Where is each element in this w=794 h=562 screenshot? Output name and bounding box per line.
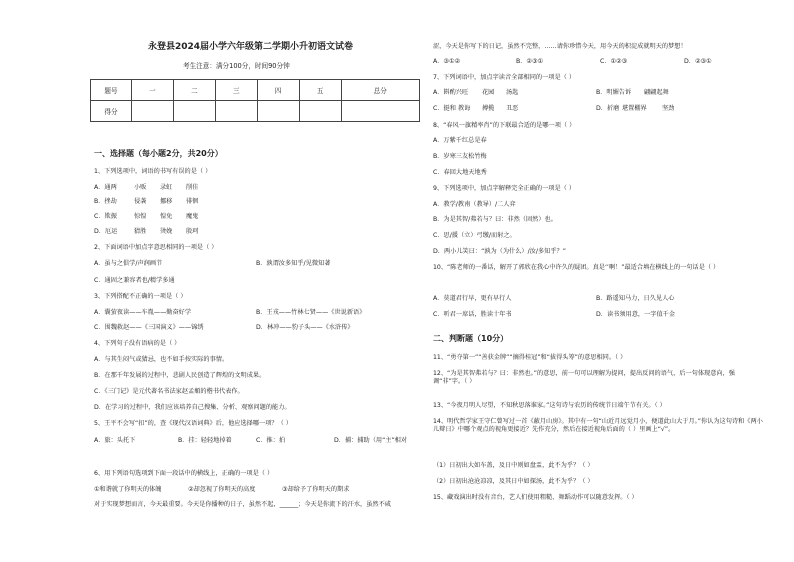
option-text: B．岁寒三友松竹梅	[433, 153, 487, 160]
question-line: 1、下列选项中，词语的书写有误的是（ ）	[94, 168, 212, 175]
question-line: 7、下列词语中，加点字读音全部相同的一项是（ ）	[433, 74, 576, 81]
score-table-header: 三	[215, 80, 257, 101]
option-text: B．挫劫	[94, 198, 117, 205]
option-text: ③却给予了你明天的期求	[282, 486, 350, 493]
question-line: 11、“勇夺第一”“善获金牌”“摘得桂冠”和“拔得头筹”的意思相同。（ ）	[433, 354, 627, 361]
option-text: B．挂：轻轻地掉着	[178, 437, 232, 444]
section-heading: 二、判断题（10分）	[433, 334, 509, 343]
score-table-row	[91, 101, 420, 122]
option-text: A．囊萤夜读——车胤——勤奋好学	[94, 309, 192, 316]
option-text: D．捕：捕助（用“主”相对	[334, 437, 408, 444]
option-text: B．为是其智/弗若与？曰：非然（固然）也。	[433, 216, 557, 223]
option-text: C．听君一席话，胜读十年书	[433, 311, 512, 318]
score-table-header-row	[91, 80, 420, 101]
option-text: D．厄运	[94, 228, 118, 235]
option-text: C．推：拍	[256, 437, 286, 444]
option-text: A．莫道君行早，更有早行人	[433, 295, 512, 302]
question-line: 对于实现梦想而言，今天最重要。今天是你播种的日子，虽然不起，______；今天是你流下的汗水，虽然不咸	[94, 501, 391, 508]
option-text: 汤匙	[506, 89, 519, 96]
option-text: 花园	[482, 89, 495, 96]
page-title: 永登县2024届小学六年级第二学期小升初语文试卷	[148, 42, 354, 52]
option-text: B．孰谓汝多知乎/见微知著	[256, 260, 331, 267]
question-line: 14、明代哲学家王守仁曾写过一首《蔽月山房》。其中有一句“山近月远觉月小，便道此山大于月。”你认为这句诗和《两小儿辩日》中哪个观点的视角更接近？先作充分，然后在接近视角后面的（ ）里画上“√”。	[433, 418, 763, 433]
question-line: 4、下列句子没有语病的是（ ）	[94, 340, 181, 347]
option-text: 教诲	[458, 105, 471, 112]
option-text: （1）日初出大如车盖，及日中则如盘盂，此不为乎？（ ）	[433, 462, 594, 469]
score-table-header: 四	[257, 80, 299, 101]
option-text: 翩翩起舞	[644, 89, 669, 96]
option-text: 坚劲	[662, 105, 675, 112]
score-table-header: 二	[173, 80, 215, 101]
score-table	[90, 79, 420, 122]
question-line: 涩，今天是你写下的日记，虽然不完整，……请你珍惜今天，用今天的积淀成就明天的梦想！	[433, 43, 687, 50]
option-text: 侵袭	[134, 198, 147, 205]
option-text: D．②③①	[684, 58, 712, 65]
question-line: 6、用下列语句选项到下面一段话中的横线上，正确的一项是（ ）	[94, 470, 274, 477]
question-line: 12、“为是其智弗若与？曰：非然也。”的意思，前一句可以理解为提问，提出反问的语气，后一句体现意向，强调“非”字。（ ）	[433, 370, 735, 385]
option-text: A．③①②	[433, 58, 461, 65]
option-text: A．万紫千红总是春	[433, 137, 487, 144]
option-text: 惶免	[160, 213, 173, 220]
option-text: A．通两	[94, 184, 117, 191]
exam-note: 考生注意：满分100分，时间90分钟	[183, 62, 290, 70]
question-line: 5、王平不会写“扣”的，查《现代汉语词典》后，他应选择哪一项？（ ）	[94, 420, 292, 427]
option-text: B．路遥知马力，日久见人心	[596, 295, 675, 302]
score-table-header: 总分	[341, 80, 419, 101]
option-text: D．在学习的过程中，我们应该培养自己搜集、分析、观察问题的能力。	[94, 404, 291, 411]
option-text: A．与其生闷气或猜忌，也不如手按实际的事情。	[94, 356, 229, 363]
option-text: 小贩	[134, 184, 147, 191]
option-text: 丑恶	[506, 105, 519, 112]
option-text: C．欺振	[94, 213, 117, 220]
section-heading: 一、选择题（每小题2分，共20分）	[94, 149, 223, 158]
question-line: 2、下面词语中加点字意思相同的一项是（ ）	[94, 244, 218, 251]
score-table-header: 五	[299, 80, 341, 101]
score-cell[interactable]	[341, 101, 419, 122]
question-line: 15、藏戏演出时没有音台，艺人们使用粗糙、舞蹈动作可以随意发挥。（ ）	[433, 494, 638, 501]
option-text: C．《三门记》是元代著名书法家赵孟頫的楷书代表作。	[94, 388, 244, 395]
option-text: ①和谐就了你明天的体魄	[94, 486, 162, 493]
option-text: A．教学/教南（教导）/二人弈	[433, 201, 516, 208]
question-line: 8、“春风一旗精率肖”的下联最合适的是哪一项（ ）	[433, 122, 576, 129]
option-text: D．两小儿笑曰：“孰为（为什么）/汝/多知乎？”	[433, 248, 566, 255]
option-text: A．旅：头托下	[94, 437, 136, 444]
score-cell[interactable]	[173, 101, 215, 122]
option-text: 搏揽	[482, 105, 495, 112]
option-text: D．林冲——豹子头——《水浒传》	[256, 324, 354, 331]
option-text: B．王戎——竹林七贤——《世说新语》	[256, 309, 366, 316]
option-text: （2）日初出沧沧凉凉，及其日中如探汤，此不为乎？（ ）	[433, 478, 594, 485]
score-cell[interactable]	[299, 101, 341, 122]
option-text: B．②③①	[516, 58, 544, 65]
option-text: 惊惶	[134, 213, 147, 220]
option-text: 殷珂	[186, 228, 199, 235]
option-text: ②却忽视了你明天的高度	[188, 486, 256, 493]
option-text: A．虽与之俱学/声润画节	[94, 260, 163, 267]
option-text: C．挺和	[433, 105, 456, 112]
option-text: C．围魏救赵——《三国演义》——锦绣	[94, 324, 204, 331]
option-text: C．①②③	[600, 58, 628, 65]
option-text: 魔鬼	[186, 213, 199, 220]
option-text: C．思/援（立）弓缴/而射之。	[433, 232, 516, 239]
question-line: 13、“今夜月明人尽望，不知秋思落谁家。”这句诗与农历的传统节日端午节有关。（ ）	[433, 402, 666, 409]
score-cell[interactable]	[257, 101, 299, 122]
score-row-label: 得分	[91, 101, 132, 122]
score-cell[interactable]	[132, 101, 174, 122]
score-table-header: 题号	[91, 80, 132, 101]
option-text: 徘徊	[186, 198, 199, 205]
option-text: 猜胜	[134, 228, 147, 235]
option-text: 烫娩	[160, 228, 173, 235]
option-text: D．折磨	[596, 105, 620, 112]
option-text: B．明媚告诉	[596, 89, 632, 96]
option-text: 录虹	[160, 184, 173, 191]
question-line: 9、下列选项中，加点字解释完全正确的一项是（ ）	[433, 185, 576, 192]
option-text: D．读书须用意，一字值千金	[596, 311, 676, 318]
option-text: 堪置棚界	[622, 105, 647, 112]
score-table-header: 一	[132, 80, 174, 101]
question-line: 10、“陈老师的一番话，解开了郭欣在我心中许久的疑团。真是‘’啊！”最适合填在横线上的一句话是（ ）	[433, 264, 720, 271]
option-text: C．通固之兼容者也/精学多通	[94, 277, 175, 284]
option-text: A．斟酌兴旺	[433, 89, 469, 96]
option-text: B．在那千年发展的过程中，悲剧人民创造了辉煌的文明成果。	[94, 372, 266, 379]
option-text: 削佳	[186, 184, 199, 191]
score-cell[interactable]	[215, 101, 257, 122]
option-text: 挪移	[160, 198, 173, 205]
option-text: C．春回大地天地秀	[433, 169, 487, 176]
question-line: 3、下列搭配不正确的一项是（ ）	[94, 293, 187, 300]
